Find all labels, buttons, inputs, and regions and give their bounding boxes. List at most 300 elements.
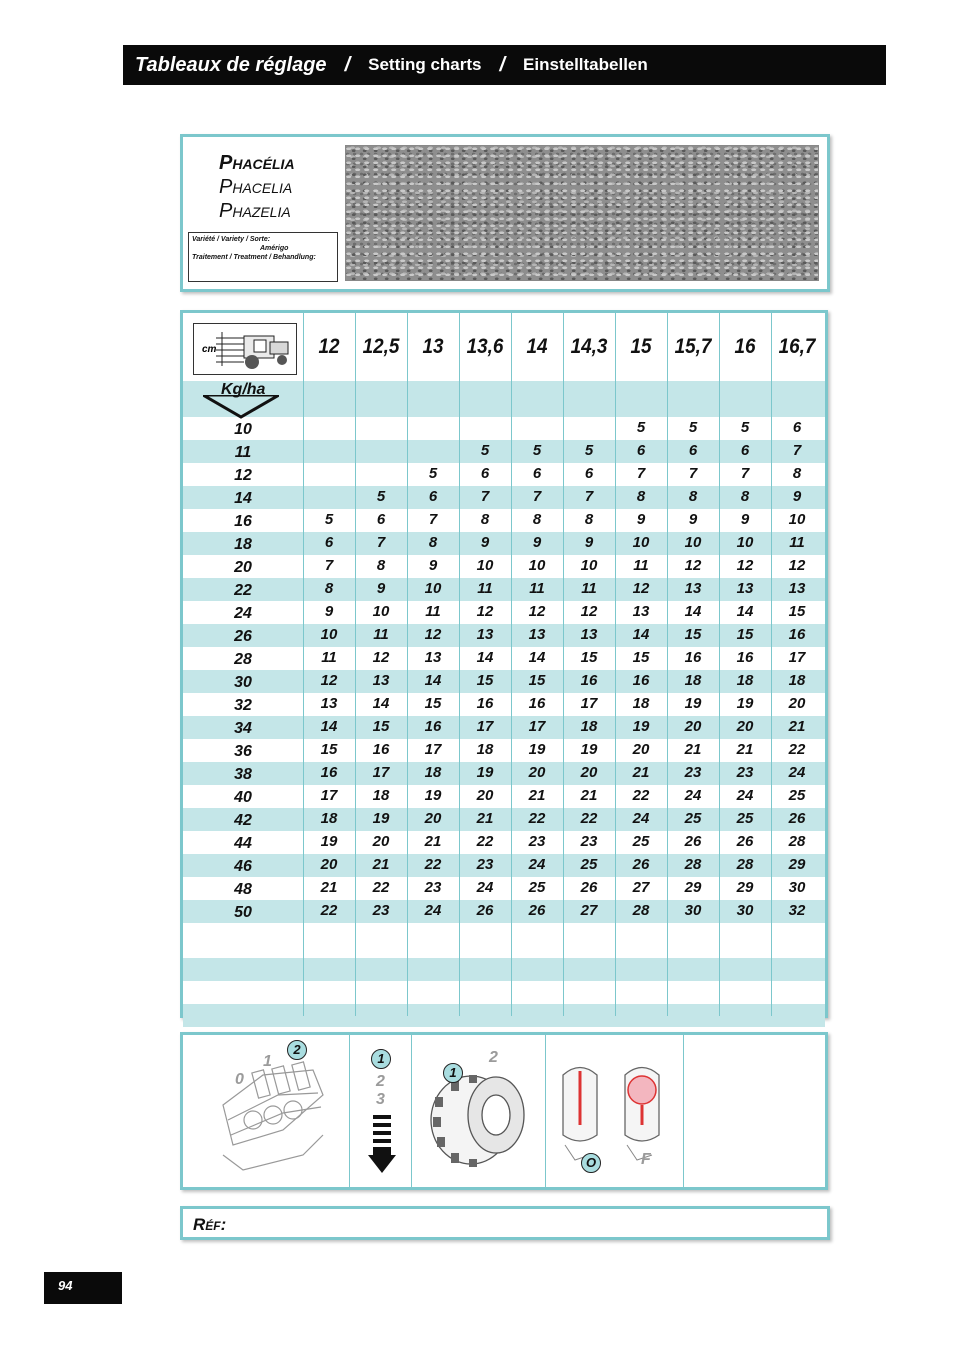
table-cell: 26 [736, 833, 754, 850]
table-row [183, 877, 825, 900]
table-cell: 6 [428, 488, 438, 505]
shutter-closed-label: F [641, 1151, 651, 1168]
table-cell: 26 [476, 902, 494, 919]
table-cell: 6 [688, 442, 698, 459]
table-cell: 14 [632, 626, 650, 643]
table-cell: 9 [480, 534, 490, 551]
table-cell: 18 [736, 672, 754, 689]
table-cell: 6 [792, 419, 802, 436]
variety-value: Amérigo [260, 245, 289, 252]
table-cell: 15 [684, 626, 702, 643]
table-cell: 22 [580, 810, 598, 827]
table-cell: 19 [476, 764, 494, 781]
table-row [183, 762, 825, 785]
table-cell: 18 [684, 672, 702, 689]
column-header: 13,6 [466, 335, 504, 358]
table-cell: 26 [788, 810, 806, 827]
table-cell: 5 [584, 442, 594, 459]
table-cell: 25 [788, 787, 806, 804]
table-cell: 6 [324, 534, 334, 551]
kg-value: 16 [234, 513, 252, 530]
kg-value: 18 [234, 536, 252, 553]
table-cell: 10 [632, 534, 650, 551]
table-cell: 17 [320, 787, 338, 804]
empty-row [183, 958, 825, 981]
kg-value: 50 [234, 904, 252, 921]
table-row [183, 716, 825, 739]
table-cell: 26 [580, 879, 598, 896]
table-cell: 18 [632, 695, 650, 712]
seed-name-en: Phacelia [219, 176, 293, 198]
table-cell: 11 [425, 603, 441, 620]
table-cell: 28 [684, 856, 702, 873]
table-cell: 17 [528, 718, 546, 735]
table-cell: 22 [320, 902, 338, 919]
table-cell: 21 [788, 718, 806, 735]
table-cell: 20 [788, 695, 806, 712]
table-cell: 20 [372, 833, 390, 850]
table-cell: 7 [376, 534, 386, 551]
table-cell: 12 [528, 603, 546, 620]
table-cell: 27 [632, 879, 650, 896]
table-cell: 8 [792, 465, 802, 482]
kg-value: 38 [234, 766, 252, 783]
table-cell: 8 [688, 488, 698, 505]
kg-value: 24 [234, 605, 252, 622]
table-cell: 15 [476, 672, 494, 689]
table-cell: 15 [372, 718, 390, 735]
table-cell: 8 [428, 534, 438, 551]
table-cell: 8 [480, 511, 490, 528]
table-cell: 16 [424, 718, 442, 735]
table-cell: 6 [584, 465, 594, 482]
table-row [183, 693, 825, 716]
table-cell: 9 [584, 534, 594, 551]
table-cell [511, 417, 563, 440]
table-cell: 9 [532, 534, 542, 551]
seed-name-de: Phazelia [219, 200, 291, 222]
table-cell: 25 [736, 810, 754, 827]
table-cell: 12 [476, 603, 494, 620]
table-cell: 11 [581, 580, 597, 597]
table-cell: 14 [528, 649, 546, 666]
variety-label: Variété / Variety / Sorte: [192, 236, 271, 243]
table-cell: 23 [684, 764, 702, 781]
table-cell: 5 [428, 465, 438, 482]
table-cell: 8 [376, 557, 386, 574]
table-cell: 10 [580, 557, 598, 574]
kg-value: 44 [234, 835, 252, 852]
table-cell: 24 [424, 902, 442, 919]
table-cell: 19 [736, 695, 754, 712]
table-cell: 7 [636, 465, 646, 482]
table-cell: 12 [788, 557, 806, 574]
column-divider [563, 313, 564, 1016]
table-row [183, 463, 825, 486]
table-cell: 24 [684, 787, 702, 804]
table-cell: 9 [324, 603, 334, 620]
lever-position-2-badge: 2 [287, 1040, 307, 1060]
gear-steps-illustration [349, 1035, 412, 1187]
table-cell: 20 [476, 787, 494, 804]
table-cell: 19 [528, 741, 546, 758]
table-cell: 20 [320, 856, 338, 873]
kg-value: 36 [234, 743, 252, 760]
table-cell: 20 [580, 764, 598, 781]
empty-row [183, 981, 825, 1004]
column-header: 14 [526, 335, 548, 358]
table-cell: 7 [584, 488, 594, 505]
column-header: 12 [318, 335, 340, 358]
table-cell: 29 [736, 879, 754, 896]
kg-value: 12 [234, 467, 252, 484]
table-cell [303, 417, 355, 440]
title-en: Setting charts [368, 55, 482, 74]
table-cell: 20 [736, 718, 754, 735]
table-cell: 28 [632, 902, 650, 919]
kg-value: 32 [234, 697, 252, 714]
table-cell: 10 [372, 603, 390, 620]
page-number: 94 [44, 1272, 122, 1304]
table-cell: 6 [480, 465, 490, 482]
table-cell: 7 [480, 488, 490, 505]
table-cell [355, 440, 407, 463]
treatment-label: Traitement / Treatment / Behandlung: [192, 254, 316, 261]
table-cell: 26 [632, 856, 650, 873]
table-cell: 26 [684, 833, 702, 850]
wheel-illustration [411, 1035, 546, 1187]
table-cell: 11 [321, 649, 337, 666]
table-cell: 5 [688, 419, 698, 436]
table-cell: 29 [684, 879, 702, 896]
table-cell: 8 [584, 511, 594, 528]
table-cell: 13 [788, 580, 806, 597]
table-cell: 9 [688, 511, 698, 528]
header-bar [123, 45, 886, 85]
table-cell: 18 [372, 787, 390, 804]
table-cell: 18 [580, 718, 598, 735]
table-row [183, 900, 825, 923]
table-cell: 5 [636, 419, 646, 436]
table-cell: 23 [476, 856, 494, 873]
kg-value: 28 [234, 651, 252, 668]
column-header: 15 [630, 335, 652, 358]
table-cell: 17 [788, 649, 806, 666]
table-cell: 22 [424, 856, 442, 873]
table-cell: 14 [320, 718, 338, 735]
down-arrow-icon [203, 395, 279, 419]
table-cell: 15 [320, 741, 338, 758]
table-cell [355, 463, 407, 486]
title-separator: / [344, 53, 351, 76]
table-cell: 9 [740, 511, 750, 528]
gear-step-3: 3 [376, 1091, 385, 1108]
column-divider [771, 313, 772, 1016]
table-cell: 24 [788, 764, 806, 781]
kg-value: 48 [234, 881, 252, 898]
table-cell: 7 [428, 511, 438, 528]
table-cell: 8 [532, 511, 542, 528]
table-cell: 5 [376, 488, 386, 505]
header-spacer-row [183, 381, 825, 417]
column-header: 16 [734, 335, 756, 358]
column-header: 16,7 [778, 335, 816, 358]
column-divider [667, 313, 668, 1016]
table-cell: 25 [580, 856, 598, 873]
table-cell [303, 440, 355, 463]
table-cell: 17 [476, 718, 494, 735]
table-cell: 25 [528, 879, 546, 896]
column-divider [719, 313, 720, 1016]
table-cell: 15 [788, 603, 806, 620]
table-cell: 13 [632, 603, 650, 620]
table-cell: 29 [788, 856, 806, 873]
table-cell: 11 [633, 557, 649, 574]
table-cell: 11 [373, 626, 389, 643]
table-cell: 16 [580, 672, 598, 689]
table-cell: 8 [740, 488, 750, 505]
table-cell: 15 [580, 649, 598, 666]
table-cell: 21 [424, 833, 442, 850]
table-cell: 19 [320, 833, 338, 850]
table-cell: 22 [372, 879, 390, 896]
column-divider [511, 313, 512, 1016]
table-cell: 22 [632, 787, 650, 804]
table-cell: 20 [424, 810, 442, 827]
table-cell: 10 [788, 511, 806, 528]
down-arrow-icon [367, 1115, 397, 1179]
table-cell: 14 [684, 603, 702, 620]
table-cell: 13 [580, 626, 598, 643]
table-cell: 12 [632, 580, 650, 597]
column-header: 15,7 [674, 335, 712, 358]
table-cell: 11 [477, 580, 493, 597]
table-cell: 14 [736, 603, 754, 620]
table-cell: 22 [528, 810, 546, 827]
table-cell: 6 [740, 442, 750, 459]
table-cell: 23 [372, 902, 390, 919]
table-cell: 12 [372, 649, 390, 666]
kg-value: 26 [234, 628, 252, 645]
column-header: 14,3 [570, 335, 608, 358]
table-cell: 24 [736, 787, 754, 804]
table-cell: 11 [789, 534, 805, 551]
table-cell: 19 [632, 718, 650, 735]
ref-label: Réf: [193, 1215, 227, 1234]
lever-position-0: 0 [235, 1071, 244, 1088]
table-cell [407, 417, 459, 440]
table-cell: 12 [684, 557, 702, 574]
kg-value: 10 [234, 421, 252, 438]
column-divider [459, 313, 460, 1016]
table-cell: 6 [636, 442, 646, 459]
table-cell: 12 [736, 557, 754, 574]
table-cell: 9 [792, 488, 802, 505]
table-cell: 7 [792, 442, 802, 459]
table-cell: 16 [632, 672, 650, 689]
table-cell: 16 [372, 741, 390, 758]
tractor-speed-icon [193, 323, 297, 375]
table-cell: 17 [580, 695, 598, 712]
table-cell: 21 [736, 741, 754, 758]
table-cell: 9 [376, 580, 386, 597]
table-cell: 22 [476, 833, 494, 850]
table-cell: 14 [476, 649, 494, 666]
gear-step-1-badge: 1 [371, 1049, 391, 1069]
table-row [183, 532, 825, 555]
table-row [183, 854, 825, 877]
table-row [183, 831, 825, 854]
table-cell: 10 [684, 534, 702, 551]
table-row [183, 601, 825, 624]
table-cell: 32 [788, 902, 806, 919]
table-cell: 19 [684, 695, 702, 712]
kg-ha-label: Kg/ha [221, 381, 266, 398]
table-cell: 10 [320, 626, 338, 643]
table-cell: 21 [476, 810, 494, 827]
kg-value: 46 [234, 858, 252, 875]
table-cell: 19 [580, 741, 598, 758]
table-cell: 6 [376, 511, 386, 528]
table-cell: 10 [424, 580, 442, 597]
table-cell: 20 [684, 718, 702, 735]
column-divider [303, 313, 304, 1016]
table-cell [407, 440, 459, 463]
shutter-open-badge: O [581, 1153, 601, 1173]
table-cell: 23 [736, 764, 754, 781]
kg-value: 11 [234, 444, 252, 461]
table-cell: 28 [788, 833, 806, 850]
table-cell: 21 [632, 764, 650, 781]
table-cell: 24 [632, 810, 650, 827]
table-cell: 18 [788, 672, 806, 689]
table-cell: 15 [632, 649, 650, 666]
column-header: 13 [422, 335, 444, 358]
table-cell: 5 [532, 442, 542, 459]
table-cell: 20 [632, 741, 650, 758]
empty-row [183, 1004, 825, 1027]
table-row [183, 785, 825, 808]
table-cell: 10 [736, 534, 754, 551]
table-cell: 15 [424, 695, 442, 712]
table-cell: 9 [636, 511, 646, 528]
wheel-1-badge: 1 [443, 1063, 463, 1083]
table-cell: 21 [372, 856, 390, 873]
gear-step-2: 2 [376, 1073, 385, 1090]
table-cell: 19 [424, 787, 442, 804]
table-row [183, 808, 825, 831]
table-cell: 13 [684, 580, 702, 597]
table-cell: 8 [636, 488, 646, 505]
table-cell: 18 [424, 764, 442, 781]
table-cell: 16 [476, 695, 494, 712]
table-cell: 7 [324, 557, 334, 574]
table-row [183, 486, 825, 509]
table-cell: 13 [424, 649, 442, 666]
table-cell: 7 [688, 465, 698, 482]
setting-chart-table [180, 310, 828, 1018]
kg-value: 34 [234, 720, 252, 737]
kg-value: 22 [234, 582, 252, 599]
seed-photo [345, 145, 819, 281]
table-cell: 30 [788, 879, 806, 896]
table-cell: 21 [580, 787, 598, 804]
table-cell: 6 [532, 465, 542, 482]
table-row [183, 578, 825, 601]
table-cell: 24 [528, 856, 546, 873]
reference-field [180, 1206, 830, 1240]
variety-box [188, 232, 338, 282]
table-cell: 27 [580, 902, 598, 919]
table-cell: 16 [736, 649, 754, 666]
table-row [183, 647, 825, 670]
lever-position-1: 1 [263, 1053, 272, 1070]
table-cell: 17 [372, 764, 390, 781]
kg-value: 30 [234, 674, 252, 691]
table-cell: 16 [528, 695, 546, 712]
table-row [183, 670, 825, 693]
table-cell: 5 [480, 442, 490, 459]
table-cell: 10 [528, 557, 546, 574]
table-cell: 18 [476, 741, 494, 758]
table-cell: 7 [532, 488, 542, 505]
table-cell: 11 [529, 580, 545, 597]
table-cell: 25 [632, 833, 650, 850]
table-cell: 14 [424, 672, 442, 689]
table-cell: 20 [528, 764, 546, 781]
column-header: 12,5 [362, 335, 400, 358]
table-row [183, 624, 825, 647]
seed-names [219, 151, 329, 223]
table-cell: 26 [528, 902, 546, 919]
column-divider [355, 313, 356, 1016]
table-cell: 8 [324, 580, 334, 597]
table-cell: 28 [736, 856, 754, 873]
title-de: Einstelltabellen [523, 55, 648, 74]
table-cell: 17 [424, 741, 442, 758]
table-cell: 30 [736, 902, 754, 919]
table-row [183, 440, 825, 463]
table-cell: 12 [424, 626, 442, 643]
cm-unit: cm [202, 344, 217, 355]
table-cell: 25 [684, 810, 702, 827]
table-cell: 12 [580, 603, 598, 620]
kg-value: 20 [234, 559, 252, 576]
seed-name-fr: Phacélia [219, 152, 295, 174]
table-cell: 30 [684, 902, 702, 919]
table-cell: 23 [528, 833, 546, 850]
kg-value: 42 [234, 812, 252, 829]
title-fr: Tableaux de réglage [135, 53, 327, 76]
table-cell: 16 [788, 626, 806, 643]
column-divider [615, 313, 616, 1016]
table-row [183, 417, 825, 440]
table-row [183, 555, 825, 578]
settings-illustrations [180, 1032, 828, 1190]
table-cell: 5 [740, 419, 750, 436]
table-cell: 23 [424, 879, 442, 896]
kg-value: 40 [234, 789, 252, 806]
wheel-2-label: 2 [489, 1049, 498, 1066]
table-cell: 16 [320, 764, 338, 781]
table-cell: 16 [684, 649, 702, 666]
table-cell [459, 417, 511, 440]
table-cell: 13 [528, 626, 546, 643]
table-cell: 22 [788, 741, 806, 758]
table-cell: 5 [324, 511, 334, 528]
table-cell: 24 [476, 879, 494, 896]
lever-illustration [183, 1035, 350, 1187]
